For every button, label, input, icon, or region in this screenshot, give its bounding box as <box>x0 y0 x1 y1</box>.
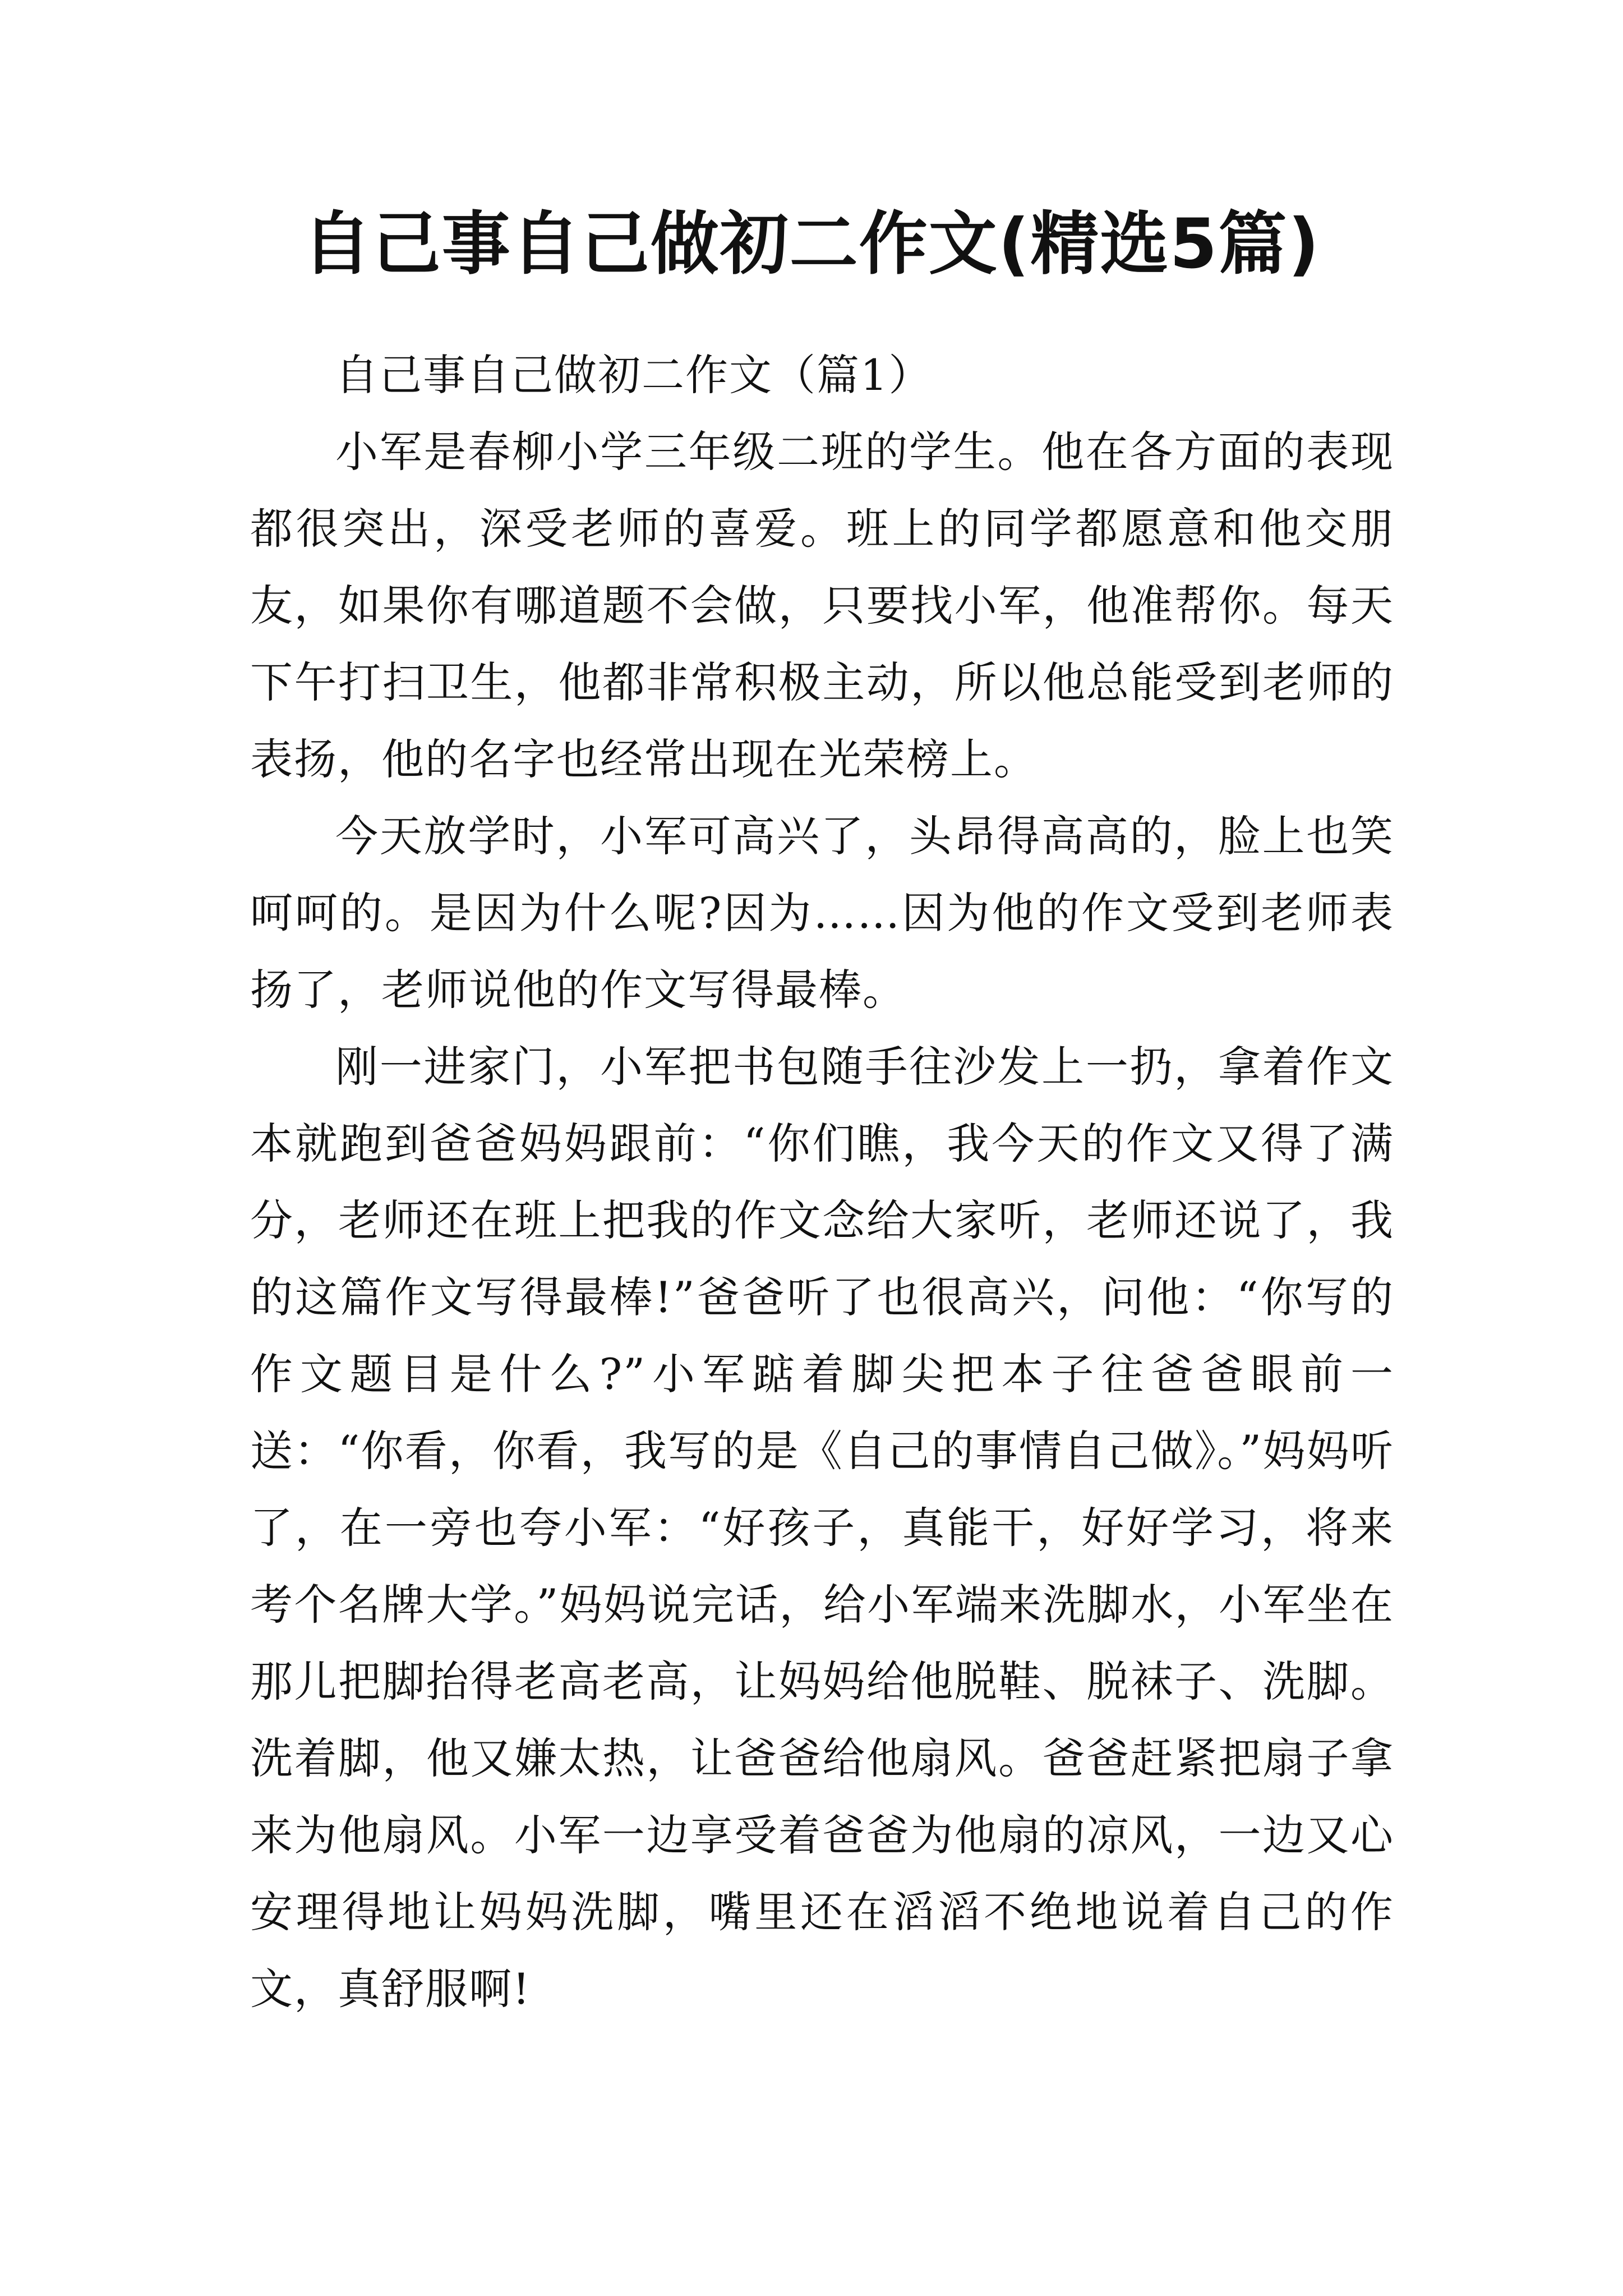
paragraph-2: 今天放学时，小军可高兴了，头昂得高高的，脸上也笑呵呵的。是因为什么呢?因为……因为他的作文受到老师表扬了，老师说他的作文写得最棒。 <box>250 811 1394 1015</box>
document-body <box>250 337 1394 2027</box>
section-heading: 自己事自己做初二作文（篇1） <box>335 350 933 400</box>
paragraph-3: 刚一进家门，小军把书包随手往沙发上一扔，拿着作文本就跑到爸爸妈妈跟前：“你们瞧，我今天的作文又得了满分，老师还在班上把我的作文念给大家听，老师还说了，我的这篇作文写得最棒!”爸爸听了也很高兴，问他：“你写的作文题目是什么?”小军踮着脚尖把本子往爸爸眼前一送：“你看，你看，我写的是《自己的事情自己做》。”妈妈听了，在一旁也夸小军：“好孩子，真能干，好好学习，将来考个名牌大学。”妈妈说完话，给小军端来洗脚水，小军坐在那儿把脚抬得老高老高，让妈妈给他脱鞋、脱袜子、洗脚。洗着脚，他又嫌太热，让爸爸给他扇风。爸爸赶紧把扇子拿来为他扇风。小军一边享受着爸爸为他扇的凉风，一边又心安理得地让妈妈洗脚，嘴里还在滔滔不绝地说着自己的作文，真舒服啊! <box>250 1042 1394 2014</box>
document-title: 自己事自己做初二作文(精选5篇) <box>302 204 1321 284</box>
paragraph-1: 小军是春柳小学三年级二班的学生。他在各方面的表现都很突出，深受老师的喜爱。班上的同学都愿意和他交朋友，如果你有哪道题不会做，只要找小军，他准帮你。每天下午打扫卫生，他都非常积极主动，所以他总能受到老师的表扬，他的名字也经常出现在光荣榜上。 <box>250 427 1394 784</box>
